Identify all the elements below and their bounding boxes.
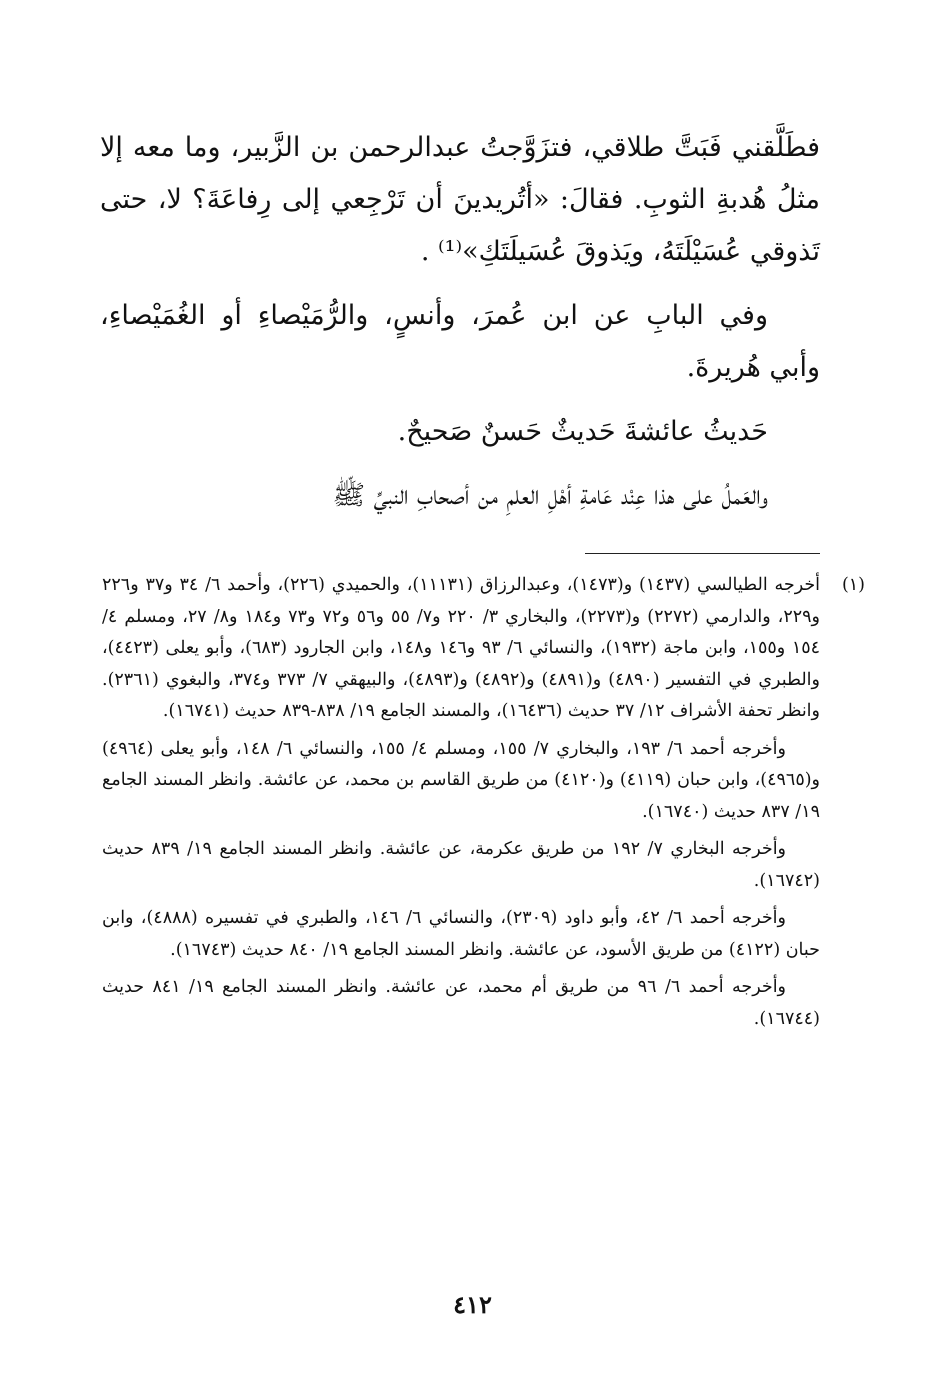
main-text xyxy=(100,122,820,534)
footnote-marker: (١) xyxy=(841,575,865,595)
footnote-paragraph-2: وأخرجه أحمد ٦/ ١٩٣، والبخاري ٧/ ١٥٥، ومسلم ٤/ ١٥٥، والنسائي ٦/ ١٤٨، وأبو يعلى (٤٩٦٤) و(٤٩٦٥)، وابن حبان (٤١١٩) و(٤١٢٠) من طريق القاسم بن محمد، عن عائشة. وانظر المسند الجامع ١٩/ ٨٣٧ حديث (١٦٧٤٠). xyxy=(102,738,821,822)
footnote-paragraph-5: وأخرجه أحمد ٦/ ٩٦ من طريق أم محمد، عن عائشة. وانظر المسند الجامع ١٩/ ٨٤١ حديث (١٦٧٤٤). xyxy=(102,977,820,1029)
footnotes xyxy=(102,570,865,1041)
main-paragraph-4: والعَملُ على هذا عِنْد عَامةِ أهْلِ العلمِ من أصحابِ النبيِّ ﷺ xyxy=(332,480,768,511)
footnote-paragraph-4: وأخرجه أحمد ٦/ ٤٢، وأبو داود (٢٣٠٩)، والنسائي ٦/ ١٤٦، والطبري في تفسيره (٤٨٨٨)، وابن حبان (٤١٢٢) من طريق الأسود، عن عائشة. وانظر المسند الجامع ١٩/ ٨٤٠ حديث (١٦٧٤٣). xyxy=(102,908,820,960)
main-paragraph-1: فطَلَّقني فَبَتَّ طلاقي، فتزَوَّجتُ عبدالرحمن بن الزَّبير، وما معه إلا مثلُ هُدبةِ الثوبِ. فقالَ: «أتُريدينَ أن تَرْجِعي إلى رِفاعَةَ؟ لا، حتى تَذوقي عُسَيْلَتَهُ، ويَذوقَ عُسَيلَتَكِ»⁽¹⁾ . xyxy=(100,132,820,267)
main-paragraph-3: حَديثُ عائشةَ حَديثٌ حَسنٌ صَحيحٌ. xyxy=(397,416,768,447)
footnote-paragraph-1: أخرجه الطيالسي (١٤٣٧) و(١٤٧٣)، وعبدالرزاق (١١١٣١)، والحميدي (٢٢٦)، وأحمد ٦/ ٣٤ و٣٧ و٢٢٦ و٢٢٩، والدارمي (٢٢٧٢) و(٢٢٧٣)، والبخاري ٣/ ٢٢٠ و٧/ ٥٥ و٥٦ و٧٢ و٧٣ و١٨٤ و٨/ ٢٧، ومسلم ٤/ ١٥٤ و١٥٥، وابن ماجة (١٩٣٢)، والنسائي ٦/ ٩٣ و١٤٦ و١٤٨، وابن الجارود (٦٨٣)، وأبو يعلى (٤٤٢٣)، والطبري في التفسير (٤٨٩٠) و(٤٨٩١) و(٤٨٩٢) و(٤٨٩٣)، والبيهقي ٧/ ٣٧٣ و٣٧٤، والبغوي (٢٣٦١). وانظر تحفة الأشراف ١٢/ ٣٧ حديث (١٦٤٣٦)، والمسند الجامع ١٩/ ٨٣٨-٨٣٩ حديث (١٦٧٤١). xyxy=(102,575,821,721)
page-number: ٤١٢ xyxy=(453,1290,492,1319)
footnote-separator xyxy=(585,553,820,554)
main-paragraph-2: وفي البابِ عن ابن عُمرَ، وأنسٍ، والرُّمَيْصاءِ أو الغُمَيْصاءِ، وأبي هُريرةَ. xyxy=(100,300,820,383)
footnote-1 xyxy=(102,570,865,728)
footnote-paragraph-3: وأخرجه البخاري ٧/ ١٩٢ من طريق عكرمة، عن عائشة. وانظر المسند الجامع ١٩/ ٨٣٩ حديث (١٦٧٤٢). xyxy=(102,839,820,891)
